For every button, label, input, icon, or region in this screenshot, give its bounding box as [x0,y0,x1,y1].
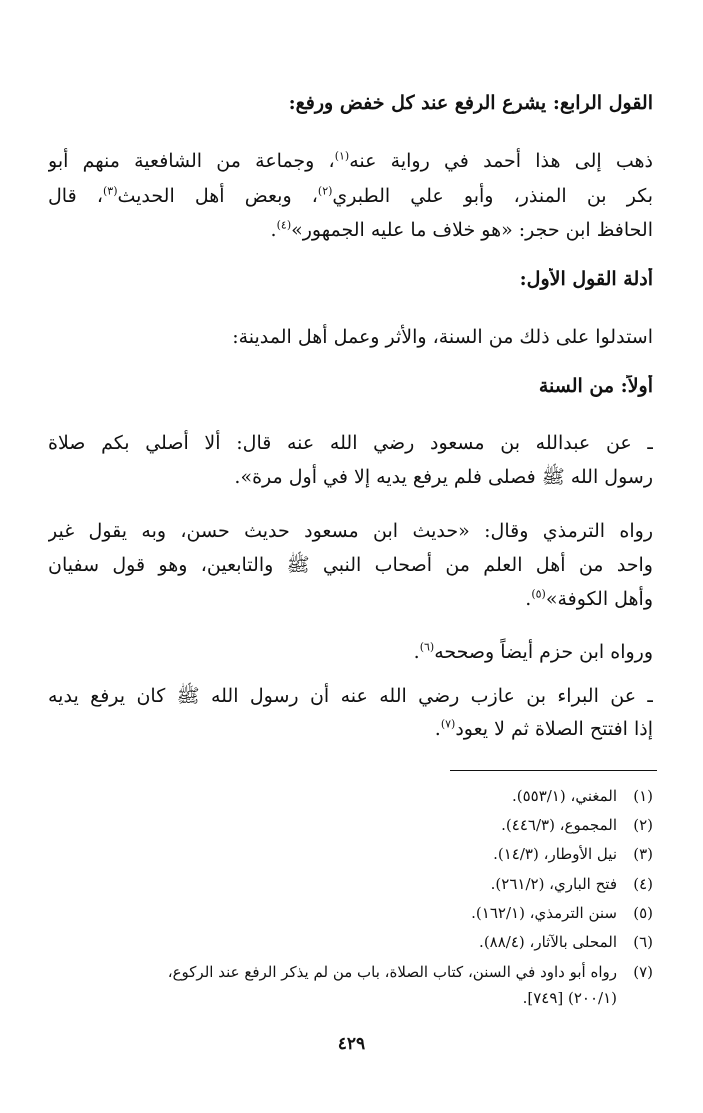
paragraph-line: رسول الله ﷺ فصلى فلم يرفع يديه إلا في أول مرة». [234,466,653,488]
footnote-number: (٢) [633,816,653,834]
footnote-ref[interactable]: (٦) [419,640,435,654]
footnote-ref[interactable]: (٥) [531,587,546,601]
paragraph-line: واحد من أهل العلم من أصحاب النبي ﷺ والتابعين، وهو قول سفيان [48,554,653,576]
footnote: (٤)فتح الباري، (٢٦١/٢). [43,872,653,896]
footnote-number: (٥) [633,904,653,922]
footnote: (٢)المجموع، (٤٤٦/٣). [43,813,653,837]
footnote: (١)المغني، (٥٥٣/١). [43,784,653,808]
footnote: (٦)المحلى بالآثار، (٨٨/٤). [43,930,653,954]
paragraph-line: ـ عن عبدالله بن مسعود رضي الله عنه قال: ألا أصلي بكم صلاة [48,432,653,454]
footnote-ref[interactable]: (٢) [317,184,333,198]
paragraph-line: رواه الترمذي وقال: «حديث ابن مسعود حديث حسن، وبه يقول غير [48,520,653,542]
section-heading-sunnah: أولاً: من السنة [538,375,653,397]
section-heading-fourth-opinion: القول الرابع: يشرع الرفع عند كل خفض ورفع: [288,92,653,114]
footnote-number: (٧) [633,963,653,981]
footnote-number: (٦) [633,933,653,951]
footnote-number: (٤) [633,875,653,893]
footnote: (٧)رواه أبو داود في السنن، كتاب الصلاة، باب من لم يذكر الرفع عند الركوع، [43,960,653,984]
paragraph-line: بكر بن المنذر، وأبو علي الطبري$^{(٢)}$، وبعض أهل الحديث$^{(٣)}$، قال [48,184,653,207]
paragraph-line: ـ عن البراء بن عازب رضي الله عنه أن رسول الله ﷺ كان يرفع يديه [48,685,653,707]
footnote-continuation: (٢٠٠/١) [٧٤٩]. [522,989,617,1007]
footnote-ref[interactable]: (١) [334,149,350,163]
paragraph-line: استدلوا على ذلك من السنة، والأثر وعمل أهل المدينة: [232,326,653,348]
footnote-ref[interactable]: (٣) [102,184,118,198]
page-number: ٤٢٩ [337,1034,366,1054]
paragraph-line: ذهب إلى هذا أحمد في رواية عنه$^{(١)}$، وجماعة من الشافعية منهم أبو [48,149,653,172]
paragraph-line: وأهل الكوفة»$^{(٥)}$. [525,587,653,610]
paragraph-line: ورواه ابن حزم أيضاً وصححه$^{(٦)}$. [413,640,653,663]
footnote-number: (٣) [633,845,653,863]
section-heading-evidence: أدلة القول الأول: [519,268,653,290]
paragraph-line: الحافظ ابن حجر: «هو خلاف ما عليه الجمهور»$^{(٤)}$. [270,218,653,241]
footnote-ref[interactable]: (٤) [276,218,292,232]
paragraph-line: إذا افتتح الصلاة ثم لا يعود$^{(٧)}$. [434,717,653,740]
footnote: (٥)سنن الترمذي، (١٦٢/١). [43,901,653,925]
footnote: (٣)نيل الأوطار، (١٤/٣). [43,842,653,866]
footnote-separator [450,770,657,771]
footnote-number: (١) [633,787,653,805]
footnote-ref[interactable]: (٧) [440,717,456,731]
